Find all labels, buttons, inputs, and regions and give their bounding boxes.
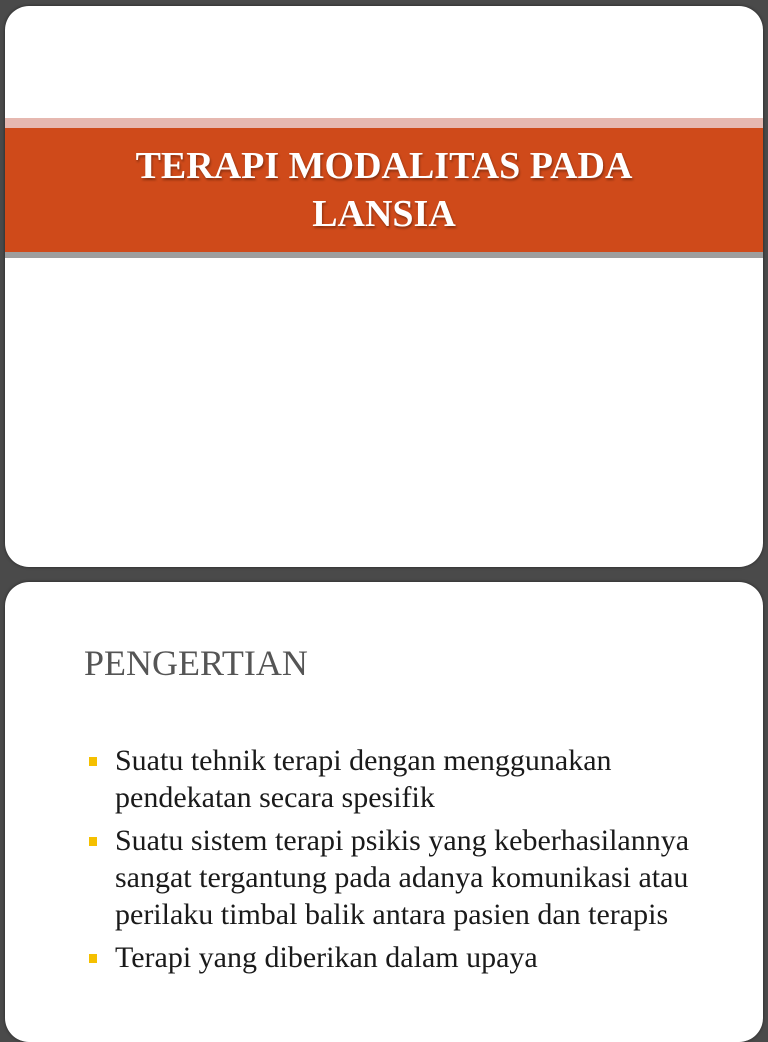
title-band-top-stripe [5, 118, 763, 128]
bullet-item [87, 822, 707, 933]
bullet-square-icon [89, 837, 97, 846]
title-slide [5, 6, 763, 567]
bullet-list [87, 742, 707, 982]
section-heading: PENGERTIAN [84, 643, 308, 683]
content-slide [5, 582, 763, 1042]
title-band [5, 118, 763, 258]
bullet-text: Terapi yang diberikan dalam upaya [115, 941, 538, 974]
bullet-item [87, 939, 707, 976]
bullet-square-icon [89, 954, 97, 963]
bullet-item [87, 742, 707, 816]
title-band-main [5, 128, 763, 252]
title-band-bottom-stripe [5, 252, 763, 258]
bullet-square-icon [89, 757, 97, 766]
bullet-text: Suatu sistem terapi psikis yang keberhasilannya sangat tergantung pada adanya komunikasi atau perilaku timbal balik antara pasien dan terapis [115, 824, 690, 931]
slide-title: TERAPI MODALITAS PADA LANSIA [135, 145, 633, 235]
bullet-text: Suatu tehnik terapi dengan menggunakan pendekatan secara spesifik [115, 744, 612, 814]
